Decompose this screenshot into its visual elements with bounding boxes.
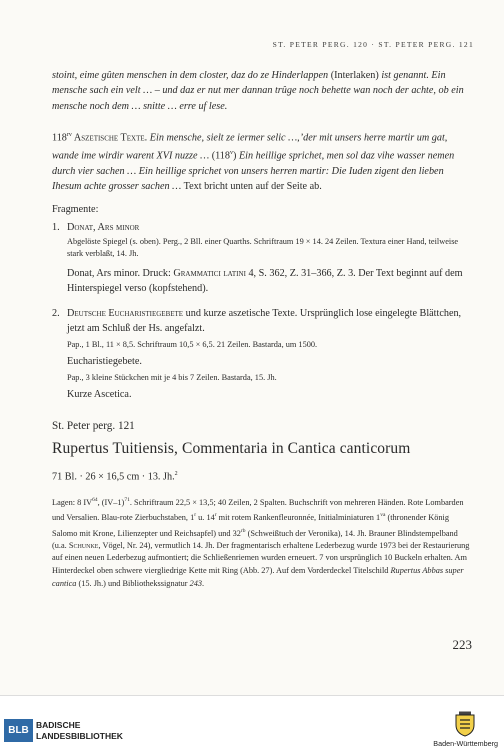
fragment-2: 2. Deutsche Eucharistiegebete und kurze aszetische Texte. Ursprünglich lose eingelegte Blättchen, jetzt am Schluß der Hs. angefalzt. Pap., 1 Bl., 11 × 8,5. Schriftraum 10,5 × 6,5. 21 Zeilen. Bastarda, um 1500. Eucharistiegebete. Pap., 3 kleine Stückchen mit je 4 bis 7 Zeilen. Bastarda, 15. Jh. Kurze Ascetica.: [52, 306, 472, 403]
entry-shelfmark: St. Peter perg. 121: [52, 420, 135, 432]
fragment-2-desc3: Pap., 3 kleine Stückchen mit je 4 bis 7 Zeilen. Bastarda, 15. Jh.: [67, 372, 277, 382]
entry-description: Lagen: 8 IV$^{64}$, $(IV-1)^{71}$. Schriftraum 22,5 × 13,5; 40 Zeilen, 2 Spalten. Buchschrift von mehreren Händen. Rote Lombarden und Versalien. Blau-rote Zierbuchstaben, 1$^r$ u. 14$^r$ mit rotem Rankenfleuronnée, Initialminiaturen $1^{va}$ (thronender König Salomo mit Krone, Lilienzepter und Reichsapfel) und $32^{rb}$ (Schweißtuch der Veronika), 14. Jh. Brauner Blindstempelband (u.a. Schunke, Vögel, Nr. 24), vermutlich 14. Jh. Der fragmentarisch erhaltene Lederbezug wurde 1973 bei der Restaurierung auf einen neuen Lederbezug aufmontiert; die Schließenriemen wurden erneuert. 7 von ursprünglich 10 Buckeln erhalten. Am Hinterdeckel oben schwere viergliedrige Kette mit Ring (Abb. 27). Auf dem Vorderdeckel Titelschild Rupertus Abbas super cantica (15. Jh.) und Bibliothekssignatur 243.: [52, 496, 470, 588]
fragment-1-title: Donat, Ars minor: [67, 222, 140, 234]
page-number: 223: [452, 637, 472, 652]
entry-title: Rupertus Tuitiensis, Commentaria in Cantica canticorum: [52, 440, 411, 457]
fragments-heading: Fragmente:: [52, 204, 99, 215]
continuation-text: [52, 68, 472, 195]
fragment-1-edition: Donat, Ars minor. Druck: Grammatici latini 4, S. 362, Z. 31–366, Z. 3. Der Text beginnt auf dem Hinterspiegel verso (kopfstehend).: [67, 268, 463, 295]
state-label: Baden-Württemberg: [433, 739, 498, 748]
blb-logo: BLB: [4, 719, 33, 742]
fragment-1-desc: Abgelöste Spiegel (s. oben). Perg., 2 Bll. einer Quarths. Schriftraum 19 × 14. 24 Zeilen. Textura einer Hand, teilweise stark verblaßt, 14. Jh.: [67, 236, 459, 259]
fragment-1: 1. Donat, Ars minor Abgelöste Spiegel (s. oben). Perg., 2 Bll. einer Quarths. Schriftraum 19 × 14. 24 Zeilen. Textura einer Hand, teilweise stark verblaßt, 14. Jh. Donat, Ars minor. Druck: Grammatici latini 4, S. 362, Z. 31–366, Z. 3. Der Text beginnt auf dem Hinterspiegel verso (kopfstehend).: [52, 220, 472, 296]
paragraph-1: stoint, eime gûten menschen in dem closter, daz do ze Hinderlappen (Interlaken) ist genannt. Ein mensche sach ein velt … – und daz er nut mer dannan trûge noch behette wan noch der achte, ob ein mensche noch dem … snitte … erre uf lese.: [52, 70, 464, 112]
fragment-2-desc2: Eucharistiegebete.: [67, 356, 142, 368]
fragment-2-desc1: Pap., 1 Bl., 11 × 8,5. Schriftraum 10,5 × 6,5. 21 Zeilen. Bastarda, um 1500.: [67, 339, 318, 349]
fragment-2-title: Deutsche Eucharistiegebete und kurze aszetische Texte. Ursprünglich lose eingelegte Blättchen, jetzt am Schluß der Hs. angefalzt.: [67, 307, 462, 335]
catalog-entry: [52, 420, 472, 590]
library-name: BADISCHE LANDESBIBLIOTHEK: [36, 720, 123, 741]
fragments-section: [52, 202, 472, 403]
running-head: ST. PETER PERG. 120 · ST. PETER PERG. 121: [272, 40, 474, 49]
coat-of-arms-icon: [454, 711, 476, 737]
paragraph-2: $118^{rv}$ Aszetische Texte. Ein mensche, sielt ze iermer selic …,’der mit unsers herre martir um gat, wande ime wirdir warent XVI nuzze … (118$^v$) Ein heillige sprichet, men sol daz vihe wasser nemen durch vier sachen … Ein heillige sprichet von unsers herren martir: Die Iuden zigent den lieben Ihesum achte grosser sachen … Text bricht unten auf der Seite ab.: [52, 132, 455, 193]
entry-meta: 71 Bl. · 26 × 16,5 cm · 13. Jh.$^2$: [52, 471, 178, 483]
fragment-2-desc4: Kurze Ascetica.: [67, 389, 132, 401]
